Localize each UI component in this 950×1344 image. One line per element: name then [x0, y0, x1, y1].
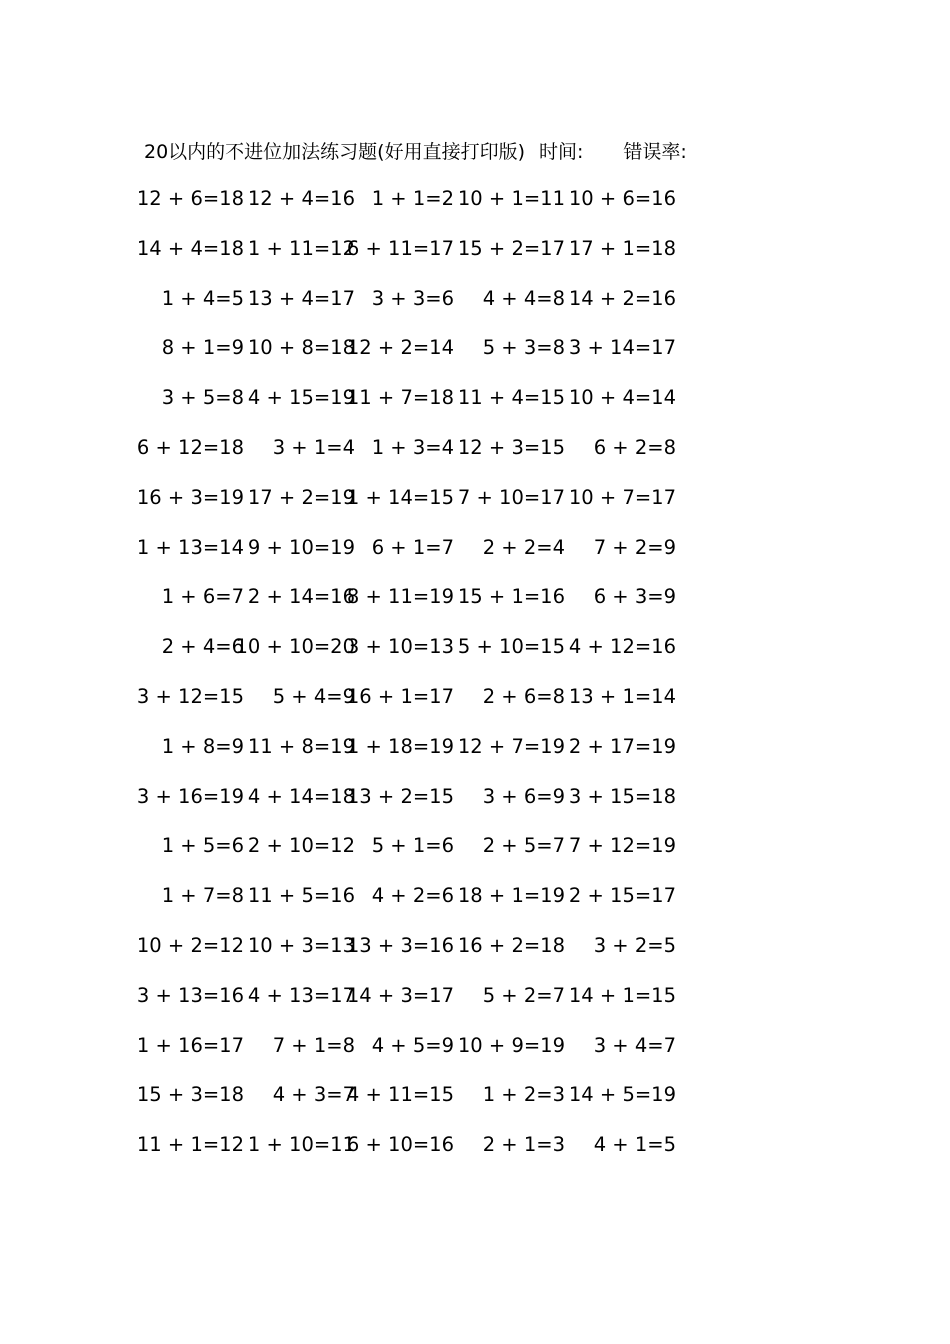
equation-r13-c5: 3 + 15=18 — [568, 785, 676, 808]
equation-r6-c5: 6 + 2=8 — [593, 436, 676, 459]
equation-r3-c4: 4 + 4=8 — [482, 287, 565, 310]
equation-r1-c2: 12 + 4=16 — [247, 187, 355, 210]
equation-r20-c4: 2 + 1=3 — [482, 1133, 565, 1156]
equation-r19-c1: 15 + 3=18 — [136, 1083, 244, 1106]
equation-r2-c2: 1 + 11=12 — [247, 237, 355, 260]
equation-r1-c1: 12 + 6=18 — [136, 187, 244, 210]
equation-r14-c5: 7 + 12=19 — [568, 834, 676, 857]
equation-r11-c3: 16 + 1=17 — [346, 685, 454, 708]
equation-r18-c1: 1 + 16=17 — [136, 1034, 244, 1057]
equation-r7-c2: 17 + 2=19 — [247, 486, 355, 509]
equation-r19-c5: 14 + 5=19 — [568, 1083, 676, 1106]
equation-r3-c2: 13 + 4=17 — [247, 287, 355, 310]
equation-r7-c4: 7 + 10=17 — [457, 486, 565, 509]
equation-r9-c2: 2 + 14=16 — [247, 585, 355, 608]
equation-r14-c2: 2 + 10=12 — [247, 834, 355, 857]
equation-r16-c3: 13 + 3=16 — [346, 934, 454, 957]
error-rate-label: 错误率: — [623, 141, 687, 163]
equation-r8-c3: 6 + 1=7 — [371, 536, 454, 559]
equation-r3-c1: 1 + 4=5 — [161, 287, 244, 310]
equation-r9-c1: 1 + 6=7 — [161, 585, 244, 608]
equation-r13-c3: 13 + 2=15 — [346, 785, 454, 808]
equation-r2-c1: 14 + 4=18 — [136, 237, 244, 260]
equation-r13-c2: 4 + 14=18 — [247, 785, 355, 808]
equation-r17-c2: 4 + 13=17 — [247, 984, 355, 1007]
equation-r1-c5: 10 + 6=16 — [568, 187, 676, 210]
equation-r18-c2: 7 + 1=8 — [272, 1034, 355, 1057]
equation-r15-c5: 2 + 15=17 — [568, 884, 676, 907]
equation-r16-c1: 10 + 2=12 — [136, 934, 244, 957]
equation-r18-c3: 4 + 5=9 — [371, 1034, 454, 1057]
equation-r4-c4: 5 + 3=8 — [482, 336, 565, 359]
equation-r18-c5: 3 + 4=7 — [593, 1034, 676, 1057]
equation-r15-c1: 1 + 7=8 — [161, 884, 244, 907]
equation-r20-c5: 4 + 1=5 — [593, 1133, 676, 1156]
equation-r5-c3: 11 + 7=18 — [346, 386, 454, 409]
equation-r10-c2: 10 + 10=20 — [235, 635, 355, 658]
equation-r8-c5: 7 + 2=9 — [593, 536, 676, 559]
equation-r20-c1: 11 + 1=12 — [136, 1133, 244, 1156]
equation-r16-c4: 16 + 2=18 — [457, 934, 565, 957]
equation-r14-c1: 1 + 5=6 — [161, 834, 244, 857]
equation-r19-c3: 4 + 11=15 — [346, 1083, 454, 1106]
equation-r4-c5: 3 + 14=17 — [568, 336, 676, 359]
equation-r13-c4: 3 + 6=9 — [482, 785, 565, 808]
equation-r2-c5: 17 + 1=18 — [568, 237, 676, 260]
equation-r11-c4: 2 + 6=8 — [482, 685, 565, 708]
equation-r1-c4: 10 + 1=11 — [457, 187, 565, 210]
equation-r8-c2: 9 + 10=19 — [247, 536, 355, 559]
equation-r15-c2: 11 + 5=16 — [247, 884, 355, 907]
equation-r6-c2: 3 + 1=4 — [272, 436, 355, 459]
equation-r20-c2: 1 + 10=11 — [247, 1133, 355, 1156]
equation-r12-c1: 1 + 8=9 — [161, 735, 244, 758]
equation-r15-c4: 18 + 1=19 — [457, 884, 565, 907]
equation-r5-c4: 11 + 4=15 — [457, 386, 565, 409]
equation-r9-c5: 6 + 3=9 — [593, 585, 676, 608]
equation-r11-c5: 13 + 1=14 — [568, 685, 676, 708]
equation-r12-c5: 2 + 17=19 — [568, 735, 676, 758]
equation-r10-c5: 4 + 12=16 — [568, 635, 676, 658]
equation-r8-c4: 2 + 2=4 — [482, 536, 565, 559]
equation-r2-c4: 15 + 2=17 — [457, 237, 565, 260]
equation-r4-c1: 8 + 1=9 — [161, 336, 244, 359]
equation-r10-c1: 2 + 4=6 — [161, 635, 244, 658]
equation-r17-c5: 14 + 1=15 — [568, 984, 676, 1007]
equation-r6-c4: 12 + 3=15 — [457, 436, 565, 459]
equation-r17-c1: 3 + 13=16 — [136, 984, 244, 1007]
equation-r4-c2: 10 + 8=18 — [247, 336, 355, 359]
equation-r20-c3: 6 + 10=16 — [346, 1133, 454, 1156]
equation-r19-c4: 1 + 2=3 — [482, 1083, 565, 1106]
equation-r12-c4: 12 + 7=19 — [457, 735, 565, 758]
equation-r10-c4: 5 + 10=15 — [457, 635, 565, 658]
equation-r18-c4: 10 + 9=19 — [457, 1034, 565, 1057]
equation-r6-c3: 1 + 3=4 — [371, 436, 454, 459]
equation-r5-c2: 4 + 15=19 — [247, 386, 355, 409]
equation-r1-c3: 1 + 1=2 — [371, 187, 454, 210]
equation-r19-c2: 4 + 3=7 — [272, 1083, 355, 1106]
equation-r4-c3: 12 + 2=14 — [346, 336, 454, 359]
equation-r17-c3: 14 + 3=17 — [346, 984, 454, 1007]
equation-r13-c1: 3 + 16=19 — [136, 785, 244, 808]
equation-r11-c1: 3 + 12=15 — [136, 685, 244, 708]
equation-r5-c5: 10 + 4=14 — [568, 386, 676, 409]
equation-r10-c3: 3 + 10=13 — [346, 635, 454, 658]
equation-r14-c4: 2 + 5=7 — [482, 834, 565, 857]
equation-r2-c3: 6 + 11=17 — [346, 237, 454, 260]
equation-r7-c5: 10 + 7=17 — [568, 486, 676, 509]
equation-r17-c4: 5 + 2=7 — [482, 984, 565, 1007]
equation-r16-c5: 3 + 2=5 — [593, 934, 676, 957]
equation-r12-c2: 11 + 8=19 — [247, 735, 355, 758]
equation-r11-c2: 5 + 4=9 — [272, 685, 355, 708]
equation-r6-c1: 6 + 12=18 — [136, 436, 244, 459]
equation-r12-c3: 1 + 18=19 — [346, 735, 454, 758]
equation-r7-c1: 16 + 3=19 — [136, 486, 244, 509]
equation-r7-c3: 1 + 14=15 — [346, 486, 454, 509]
equation-r5-c1: 3 + 5=8 — [161, 386, 244, 409]
equation-r3-c5: 14 + 2=16 — [568, 287, 676, 310]
time-label: 时间: — [539, 141, 584, 163]
equation-r9-c3: 8 + 11=19 — [346, 585, 454, 608]
equation-r14-c3: 5 + 1=6 — [371, 834, 454, 857]
equation-r8-c1: 1 + 13=14 — [136, 536, 244, 559]
equation-r15-c3: 4 + 2=6 — [371, 884, 454, 907]
equation-r3-c3: 3 + 3=6 — [371, 287, 454, 310]
equation-r9-c4: 15 + 1=16 — [457, 585, 565, 608]
worksheet-title: 20以内的不进位加法练习题(好用直接打印版) — [144, 141, 526, 163]
equation-r16-c2: 10 + 3=13 — [247, 934, 355, 957]
